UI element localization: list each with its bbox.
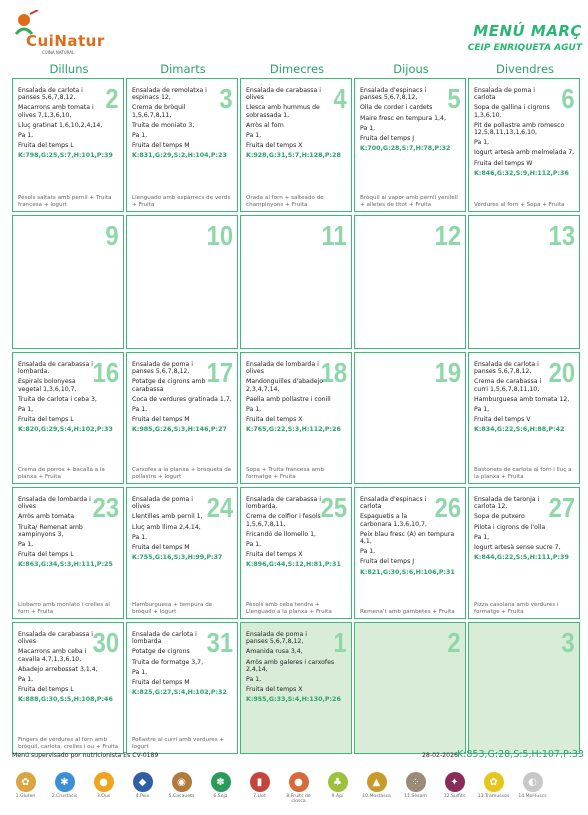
day-cell xyxy=(126,215,238,349)
menu-calendar-grid xyxy=(12,78,588,757)
dish-item: Pa 1, xyxy=(132,132,148,140)
day-cell xyxy=(126,352,238,484)
day-number: 5 xyxy=(447,83,461,114)
dish-item: Ensalada de carabassa i lombarda. xyxy=(18,361,93,376)
dish-item: Iogurt artesà amb melmelada 7, xyxy=(474,149,575,157)
sesame-icon: ⁘ xyxy=(406,772,426,792)
day-cell xyxy=(354,78,466,212)
crab-icon: ✱ xyxy=(55,772,75,792)
dish-item: Fruita del temps W xyxy=(474,159,533,167)
week-row xyxy=(12,352,588,484)
dinner-suggestion: Pizza casolana amb verdures i formatge + Fruita xyxy=(474,602,559,615)
dish-list xyxy=(474,87,575,180)
dish-item: Fruita del temps J xyxy=(360,558,415,566)
dish-item: Crema de colfior i fesols 1,5,6,7,8,11, xyxy=(246,513,321,528)
dinner-suggestion: Crema de porros + bacallà a la planxa + Fruita xyxy=(18,467,105,480)
day-cell xyxy=(240,78,352,212)
dish-item: Fruita del temps J xyxy=(360,135,415,143)
day-cell xyxy=(12,622,124,754)
nutrition-values: K:700,G:28,S:7,H:78,P:32 xyxy=(360,145,451,153)
dinner-suggestion: Bròquil al vapor amb pernil yenilell + alletes de titot + Fruita xyxy=(360,195,458,208)
day-number: 20 xyxy=(548,357,575,388)
dish-item: Pa 1, xyxy=(132,406,148,414)
day-cell xyxy=(12,215,124,349)
allergen-item xyxy=(162,772,201,804)
dish-item: Ensalada de taronja i carlota 12, xyxy=(474,496,540,511)
allergen-label: 9.Api xyxy=(331,794,344,799)
dish-item: Sopa de putxero xyxy=(474,513,525,521)
dish-item: Potatge de cigrons amb carabassa xyxy=(132,378,206,393)
day-number: 10 xyxy=(206,220,233,251)
dish-item: Ensalada de carabassa i olives xyxy=(246,87,321,102)
dish-item: Pa 1, xyxy=(246,541,262,549)
dinner-suggestion: Bastonets de carlota al forn i lluç a la planxa + Fruita xyxy=(474,467,572,480)
day-number: 25 xyxy=(320,492,347,523)
dish-item: Truita de formatge 3,7, xyxy=(132,658,204,666)
allergen-item xyxy=(318,772,357,804)
dish-list xyxy=(360,496,461,579)
dish-item: Olla de corder i cardets xyxy=(360,104,433,112)
wheat-icon: ✿ xyxy=(16,772,36,792)
dish-item: Pa 1, xyxy=(360,124,376,132)
dish-item: Ensalada de poma i panses 5,6,7,8,12, xyxy=(246,631,307,646)
dish-item: Potatge de cigrons xyxy=(132,648,190,656)
allergen-label: 12.Sulfits xyxy=(443,794,466,799)
dish-item: Lluç gratinat 1,6,10,2,4,14, xyxy=(18,121,103,129)
nutrition-values: K:985,G:26,S:3,H:146,P:27 xyxy=(132,426,227,434)
dish-item: Fruita del temps M xyxy=(132,679,190,687)
mollusc-icon: ◐ xyxy=(523,772,543,792)
day-cell xyxy=(468,78,580,212)
dish-list xyxy=(474,496,575,564)
day-number: 3 xyxy=(219,83,233,114)
week-row xyxy=(12,622,588,754)
dish-item: Iogurt artesà sense sucre 7, xyxy=(474,544,561,552)
day-number: 19 xyxy=(434,357,461,388)
dinner-suggestion: Pèsols saltats amb pernil + Truita francesa + Iogurt xyxy=(18,195,112,208)
dish-item: Truita/ Remenat amb xampinyons 3, xyxy=(18,523,83,538)
dish-item: Abadejo arrebossat 3,1,4, xyxy=(18,665,98,673)
nutrition-values: K:844,G:22,S:5,H:111,P:39 xyxy=(474,554,569,562)
dish-item: Ensalada de carlota i lombarda xyxy=(132,631,197,646)
dish-item: Ensalada d'espinacs i carlota xyxy=(360,496,427,511)
milk-icon: ▮ xyxy=(250,772,270,792)
lupin-icon: ✿ xyxy=(484,772,504,792)
nutrition-values: K:798,G:25,S:7,H:101,P:39 xyxy=(18,152,113,160)
dish-item: Paella amb pollastre i conill xyxy=(246,395,331,403)
dish-item: Pa 1, xyxy=(474,406,490,414)
dish-item: Pa 1, xyxy=(246,676,262,684)
nutrition-values: K:821,G:30,S:6,H:106,P:31 xyxy=(360,568,455,576)
day-cell xyxy=(468,487,580,619)
allergen-item xyxy=(279,772,318,804)
day-cell xyxy=(468,352,580,484)
dish-item: Pa 1, xyxy=(474,139,490,147)
soy-icon: ✽ xyxy=(211,772,231,792)
allergen-label: 1.Gluten xyxy=(15,794,36,799)
dish-item: Coca de verdures gratinada 1,7, xyxy=(132,395,232,403)
dish-item: Arròs amb tomata xyxy=(18,513,75,521)
fish-icon: ◆ xyxy=(133,772,153,792)
dinner-suggestion: Hamburguesa + tempura de bròquil + Iogurt xyxy=(132,602,213,615)
dish-list xyxy=(18,87,119,163)
dinner-suggestion: Pollastre al curri amb verdures + Iogurt xyxy=(132,737,225,750)
day-number: 2 xyxy=(105,83,119,114)
day-number: 3 xyxy=(561,627,575,658)
allergen-item xyxy=(435,772,474,804)
allergen-label: 7.Llet xyxy=(253,794,266,799)
dish-list xyxy=(246,631,347,707)
nut-icon: ● xyxy=(289,772,309,792)
day-cell xyxy=(354,487,466,619)
dish-item: Pa 1, xyxy=(360,548,376,556)
nutrition-values: K:825,G:27,S:4,H:102,P:32 xyxy=(132,689,227,697)
dish-item: Ensalada de lombarda i olives xyxy=(246,361,319,376)
day-cell xyxy=(126,622,238,754)
allergen-label: 13.Tramussos xyxy=(477,794,510,799)
dish-item: Fruita del temps X xyxy=(246,551,303,559)
dish-item: Hamburguesa amb tomata 12, xyxy=(474,395,570,403)
dinner-suggestion: Llobarro amb moniato i crelles al forn + Fruita xyxy=(18,602,110,615)
nutrition-values: K:831,G:29,S:2,H:104,P:23 xyxy=(132,152,227,160)
week-row xyxy=(12,78,588,212)
allergen-item xyxy=(396,772,435,804)
allergen-item xyxy=(201,772,240,804)
average-nutrition: K:853,G:28,S:5,H:107,P:33 xyxy=(456,749,584,760)
nutrition-values: K:896,G:44,S:12,H:81,P:31 xyxy=(246,561,341,569)
day-cell xyxy=(126,78,238,212)
day-number: 18 xyxy=(320,357,347,388)
dish-list xyxy=(246,361,347,437)
dish-item: Ensalada d'espinacs i panses 5,6,7,8,12, xyxy=(360,87,427,102)
dish-item: Fruita del temps V xyxy=(474,416,531,424)
allergen-legend xyxy=(6,772,552,804)
dish-item: Pa 1, xyxy=(474,533,490,541)
day-number: 31 xyxy=(206,627,233,658)
nutrition-values: K:820,G:29,S:4,H:102,P:33 xyxy=(18,426,113,434)
nutrition-values: K:863,G:34,S:3,H:111,P:25 xyxy=(18,561,113,569)
day-number: 6 xyxy=(561,83,575,114)
day-label: Dilluns xyxy=(49,62,89,76)
allergen-item xyxy=(474,772,513,804)
dish-item: Arròs al forn xyxy=(246,121,284,129)
dish-item: Crema de carabassa i curri 1,5,6,7,8,11,10, xyxy=(474,378,542,393)
dish-item: Pa 1, xyxy=(246,406,262,414)
dish-item: Ensalada de carlota i panses 5,6,7,8,12, xyxy=(18,87,83,102)
allergen-label: 14.Mol·luscs xyxy=(518,794,547,799)
nutrition-values: K:834,G:22,S:6,H:88,P:42 xyxy=(474,426,565,434)
dish-item: Pa 1, xyxy=(132,533,148,541)
day-cell xyxy=(240,352,352,484)
dish-item: Fruita del temps X xyxy=(246,686,303,694)
day-number: 13 xyxy=(548,220,575,251)
nutrition-values: K:888,G:30,S:5,H:108,P:46 xyxy=(18,696,113,704)
menu-header xyxy=(468,22,582,53)
day-number: 2 xyxy=(447,627,461,658)
dish-list xyxy=(132,87,233,163)
school-name: CEIP ENRIQUETA AGUT xyxy=(467,43,582,53)
dish-item: Pit de pollastre amb romesco 12,5,8,11,13,1,6,10, xyxy=(474,121,565,137)
menu-title: MENÚ MARÇ xyxy=(473,22,582,40)
day-cell xyxy=(468,215,580,349)
sulphite-icon: ✦ xyxy=(445,772,465,792)
dish-item: Fruita del temps L xyxy=(18,416,74,424)
day-cell xyxy=(126,487,238,619)
dish-item: Crema de bròquil 1,5,6,7,8,11, xyxy=(132,104,186,119)
dish-item: Espirals bolonyesa vegetal 1,3,6,10,7, xyxy=(18,378,77,393)
allergen-item xyxy=(240,772,279,804)
dish-item: Fruita del temps L xyxy=(18,686,74,694)
dish-list xyxy=(18,361,119,437)
dish-item: Truita de carlota i ceba 3, xyxy=(18,395,97,403)
dish-list xyxy=(132,361,233,437)
menu-date: 28-02-2026 xyxy=(422,752,458,759)
nutrition-values: K:846,G:32,S:9,H:112,P:36 xyxy=(474,169,569,177)
day-label: Dimarts xyxy=(160,62,206,76)
dish-item: Ensalada de carlota i panses 5,6,7,8,12, xyxy=(474,361,539,376)
nutritionist-note: Menú supervisado por nutricionista Es CV-0189 xyxy=(12,752,159,759)
dish-list xyxy=(132,496,233,564)
day-cell xyxy=(240,487,352,619)
nutrition-values: K:765,G:22,S:3,H:112,P:26 xyxy=(246,426,341,434)
allergen-item xyxy=(6,772,45,804)
day-number: 23 xyxy=(92,492,119,523)
dish-item: Fruita del temps M xyxy=(132,142,190,150)
dish-list xyxy=(18,496,119,572)
dish-item: Ensalada de poma i panses 5,6,7,8,12, xyxy=(132,361,193,376)
dish-item: Amanida rusa 3,4, xyxy=(246,648,303,656)
allergen-label: 5.Cacauets xyxy=(168,794,195,799)
dish-item: Espaguetis a la carbonara 1,3,6,10,7, xyxy=(360,513,427,528)
dish-item: Arròs amb galeres i carxofes 2,4,14, xyxy=(246,658,335,673)
dish-item: Pa 1, xyxy=(18,406,34,414)
day-label: Dijous xyxy=(393,62,429,76)
dish-item: Ensalada de poma i olives xyxy=(132,496,193,511)
dish-item: Pa 1, xyxy=(246,132,262,140)
dish-item: Ensalada de poma i carlota xyxy=(474,87,535,102)
day-number: 4 xyxy=(333,83,347,114)
dinner-suggestion: Verdures al forn + Sopa + Fruita xyxy=(474,201,565,208)
dish-item: Llesca amb hummus de sobrassada 1, xyxy=(246,104,320,119)
dish-list xyxy=(246,87,347,163)
dish-item: Pa 1, xyxy=(18,132,34,140)
dish-item: Pa 1, xyxy=(18,541,34,549)
allergen-item xyxy=(513,772,552,804)
allergen-item xyxy=(357,772,396,804)
weekday-header xyxy=(12,62,588,76)
day-cell xyxy=(354,352,466,484)
day-cell xyxy=(12,78,124,212)
dish-item: Lluç amb llima 2,4,14, xyxy=(132,523,201,531)
week-row xyxy=(12,487,588,619)
day-number: 9 xyxy=(105,220,119,251)
dish-item: Fruita del temps L xyxy=(18,142,74,150)
day-cell xyxy=(354,622,466,754)
nutrition-values: K:928,G:31,S:7,H:128,P:28 xyxy=(246,152,341,160)
day-number: 17 xyxy=(206,357,233,388)
day-number: 24 xyxy=(206,492,233,523)
dish-item: Llentilles amb pernil 1, xyxy=(132,513,203,521)
dish-item: Ensalada de carabassa i olives xyxy=(18,631,93,646)
allergen-label: 6.Soja xyxy=(213,794,228,799)
dish-item: Truita de moniato 3, xyxy=(132,121,195,129)
day-cell xyxy=(240,622,352,754)
day-cell xyxy=(12,487,124,619)
cuinatur-logo xyxy=(12,10,105,60)
day-label: Divendres xyxy=(495,62,555,76)
dish-item: Fruita del temps L xyxy=(18,551,74,559)
allergen-label: 2.Crustacis xyxy=(51,794,78,799)
mustard-icon: ▲ xyxy=(367,772,387,792)
allergen-item xyxy=(123,772,162,804)
dish-item: Ensalada de remolatxa i espinacs 12, xyxy=(132,87,207,102)
dinner-suggestion: Pèsols amb ceba tendra + Llenguado a la planxa + Fruita xyxy=(246,602,332,615)
dinner-suggestion: Orada al forn + salteado de champinyons + Fruita xyxy=(246,195,324,208)
allergen-item xyxy=(45,772,84,804)
dish-item: Ensalada de lombarda i olives xyxy=(18,496,91,511)
dinner-suggestion: Remena't amb gambetes + Fruita xyxy=(360,608,455,615)
nutrition-values: K:955,G:33,S:4,H:130,P:26 xyxy=(246,696,341,704)
dish-item: Ensalada de carabassa i lombarda. xyxy=(246,496,321,511)
day-cell xyxy=(468,622,580,754)
dinner-suggestion: Carxofes a la planxa + broqueta de pollastre + Iogurt xyxy=(132,467,232,480)
day-number: 12 xyxy=(434,220,461,251)
allergen-item xyxy=(84,772,123,804)
dish-item: Peix blau fresc (A) en tempura 4,1, xyxy=(360,530,455,546)
dish-item: Pa 1, xyxy=(132,668,148,676)
dish-list xyxy=(360,87,461,155)
dish-item: Maire fresc en tempura 1,4, xyxy=(360,114,446,122)
allergen-label: 4.Peix xyxy=(135,794,150,799)
dish-item: Macarrons amb ceba i cavalla 4,7,1,3,6,10, xyxy=(18,648,87,663)
day-cell xyxy=(12,352,124,484)
dish-list xyxy=(474,361,575,437)
allergen-label: 8.Fruits de closca xyxy=(286,794,311,804)
day-number: 11 xyxy=(321,220,347,251)
nutrition-values: K:755,G:16,S:3,H:99,P:37 xyxy=(132,554,223,562)
week-row xyxy=(12,215,588,349)
day-number: 27 xyxy=(548,492,575,523)
allergen-label: 10.Mostassa xyxy=(362,794,391,799)
dish-item: Fruita del temps X xyxy=(246,416,303,424)
dish-item: Pa 1, xyxy=(18,676,34,684)
dish-list xyxy=(18,631,119,707)
dinner-suggestion: Fingers de verdures al forn amb bròquil, carlota, crelles i ou + Fruita xyxy=(18,737,119,750)
dish-item: Fruita del temps M xyxy=(132,416,190,424)
day-number: 26 xyxy=(434,492,461,523)
allergen-label: 11.Sèsam xyxy=(404,794,427,799)
celery-icon: ♣ xyxy=(328,772,348,792)
egg-icon: ● xyxy=(94,772,114,792)
allergen-label: 3.Ous xyxy=(96,794,111,799)
dish-list xyxy=(132,631,233,699)
day-number: 16 xyxy=(92,357,119,388)
logo-text: CuiNatur xyxy=(26,32,105,50)
dish-item: Fruita del temps M xyxy=(132,544,190,552)
day-label: Dimecres xyxy=(269,62,325,76)
dish-item: Fricandó de llomello 1, xyxy=(246,530,317,538)
dinner-suggestion: Sopa + Truita francesa amb formatge + Fruita xyxy=(246,467,324,480)
dish-item: Mandonguilles d'abadejo 2,3,4,7,14, xyxy=(246,378,324,393)
dish-item: Fruita del temps X xyxy=(246,142,303,150)
day-number: 1 xyxy=(333,627,347,658)
dish-item: Macarrons amb tomata i olives 7,1,3,6,10, xyxy=(18,104,94,119)
day-cell xyxy=(240,215,352,349)
dish-list xyxy=(246,496,347,572)
logo-subtext: CUINA NATURAL xyxy=(42,50,75,55)
dinner-suggestion: Llenguado amb espàrrecs de verds + Fruita xyxy=(132,195,231,208)
day-number: 30 xyxy=(92,627,119,658)
peanut-icon: ◉ xyxy=(172,772,192,792)
dish-item: Pilota i cigrons de l'olla xyxy=(474,523,546,531)
dish-item: Sopa de gallina i cigrons 1,3,6,10, xyxy=(474,104,550,119)
day-cell xyxy=(354,215,466,349)
